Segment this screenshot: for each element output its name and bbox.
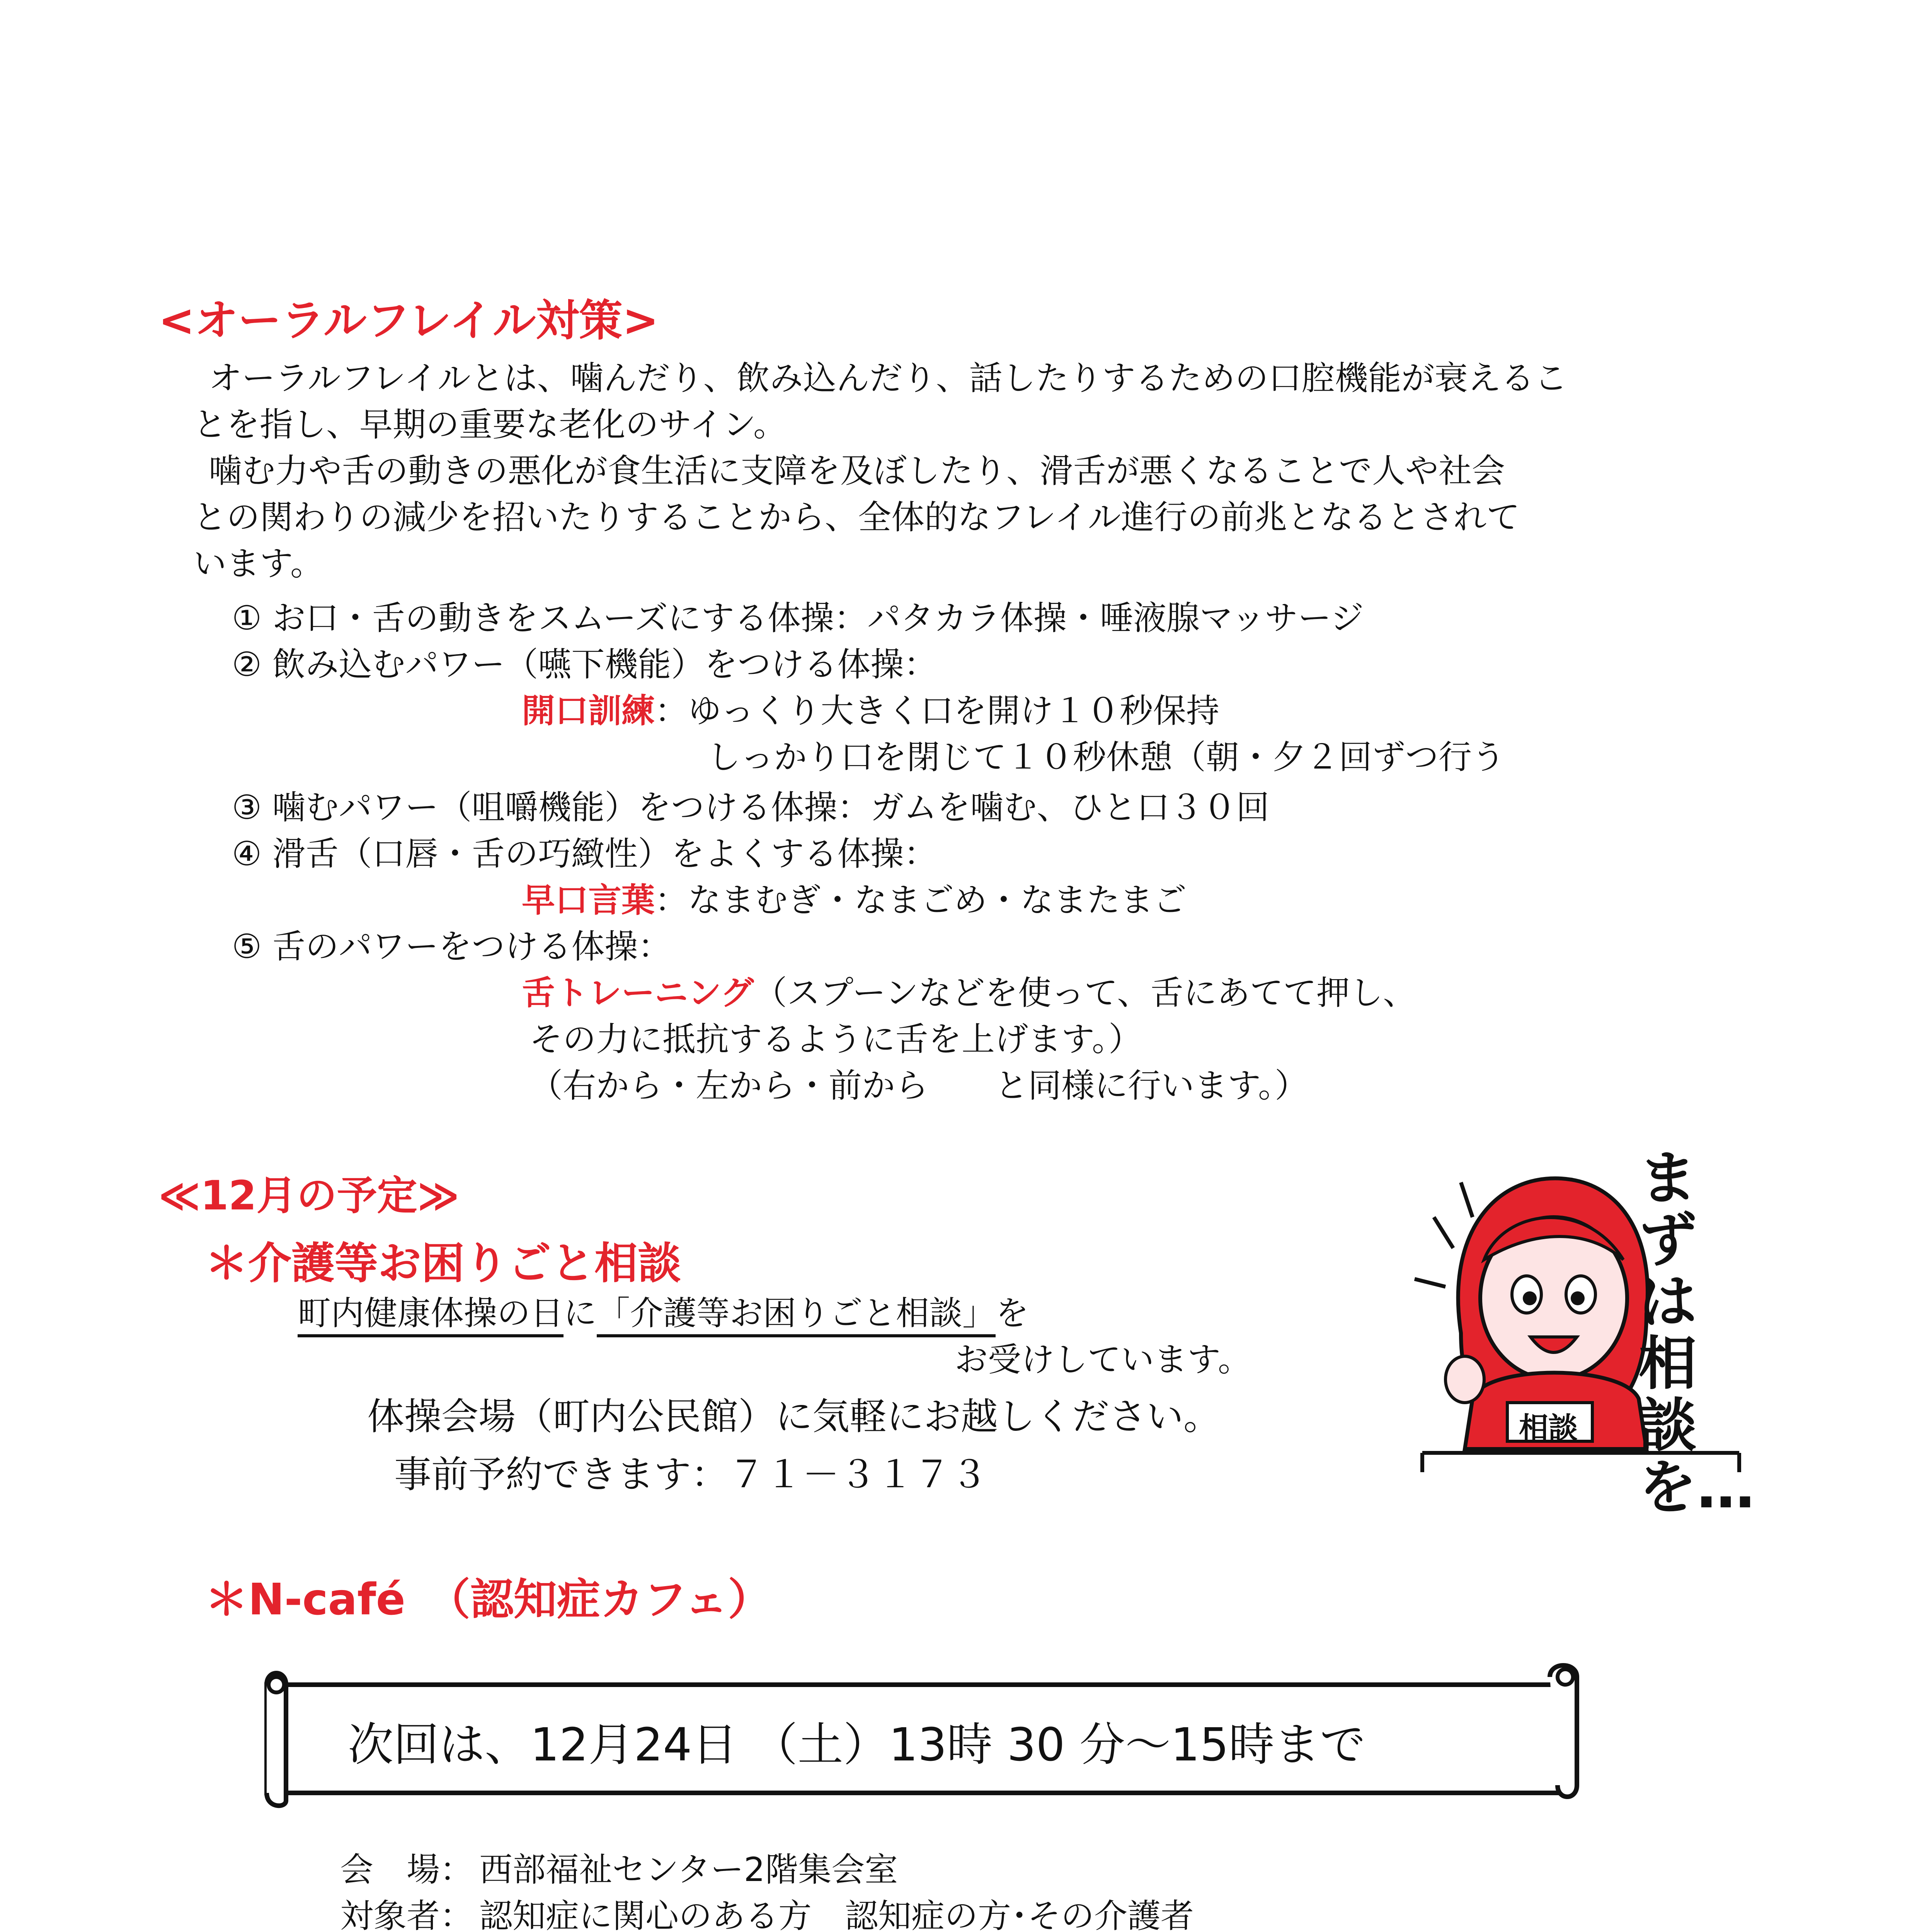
consult-line-1-c: 「介護等お困りごと相談」 bbox=[597, 1294, 996, 1337]
oral-para2-line2: との関わりの減少を招いたりすることから、全体的なフレイル進行の前兆となるとされて bbox=[193, 498, 1520, 537]
oral-item-5-a-text: （スプーンなどを使って、舌にあてて押し、 bbox=[754, 974, 1416, 1012]
illustration-callout: まずは相談を… bbox=[1639, 1145, 1755, 1521]
oral-item-5: ⑤ 舌のパワーをつける体操： bbox=[232, 927, 671, 966]
oral-item-2-detail-b: しっかり口を閉じて１０秒休憩（朝・夕２回ずつ行う bbox=[707, 738, 1505, 777]
oral-item-5-detail-a bbox=[522, 966, 1416, 1014]
oral-item-4-a-text: ：なまむぎ・なまごめ・なまたまご bbox=[655, 881, 1187, 920]
oral-item-2: ② 飲み込むパワー（嚥下機能）をつける体操： bbox=[232, 645, 937, 684]
oral-heading: <オーラルフレイル対策> bbox=[158, 296, 659, 346]
venue-label: 会 場： bbox=[340, 1850, 473, 1889]
oral-para1-line1: オーラルフレイルとは、噛んだり、飲み込んだり、話したりするための口腔機能が衰えるこ bbox=[209, 359, 1568, 398]
ncafe-heading: ＊N-café （認知症カフェ） bbox=[205, 1575, 771, 1625]
oral-item-5-detail-c: （右から・左から・前から と同様に行います。） bbox=[529, 1066, 1308, 1105]
consult-line-1-b: に bbox=[564, 1294, 597, 1333]
oral-item-5-detail-b: その力に抵抗するように舌を上げます。） bbox=[529, 1020, 1142, 1059]
consult-line-1 bbox=[298, 1291, 1029, 1336]
consult-line-3: 体操会場（町内公民館）に気軽にお越しください。 bbox=[367, 1395, 1221, 1438]
oral-item-1: ① お口・舌の動きをスムーズにする体操：パタカラ体操・唾液腺マッサージ bbox=[232, 599, 1364, 638]
oral-item-2-detail-a bbox=[522, 684, 1219, 732]
oral-para1-line2: とを指し、早期の重要な老化のサイン。 bbox=[193, 405, 787, 444]
consult-line-4: 事前予約できます：７１－３１７３ bbox=[394, 1453, 988, 1496]
illustration-badge-text: 相談 bbox=[1519, 1411, 1578, 1445]
oral-item-2-a-text: ：ゆっくり大きく口を開け１０秒保持 bbox=[655, 692, 1220, 730]
venue-value: 西部福祉センター2階集会室 bbox=[479, 1850, 898, 1889]
consult-heading: ＊介護等お困りごと相談 bbox=[205, 1238, 681, 1289]
december-heading: ≪12月の予定≫ bbox=[158, 1172, 460, 1219]
consult-line-1-d: を bbox=[996, 1294, 1029, 1333]
oral-item-2-red: 開口訓練 bbox=[522, 692, 655, 730]
oral-item-4: ④ 滑舌（口唇・舌の巧緻性）をよくする体操： bbox=[232, 835, 937, 873]
target-label: 対象者： bbox=[340, 1897, 473, 1932]
oral-item-5-red: 舌トレーニング bbox=[522, 974, 754, 1012]
oral-para2-line3: います。 bbox=[193, 544, 324, 583]
oral-item-4-detail bbox=[522, 873, 1187, 921]
consult-line-1-a: 町内健康体操の日 bbox=[298, 1294, 564, 1337]
woman-consulting-icon bbox=[1407, 1132, 1755, 1480]
ncafe-banner-text: 次回は、12月24日 （土）13時 30 分～15時まで bbox=[348, 1718, 1366, 1771]
oral-para2-line1: 噛む力や舌の動きの悪化が食生活に支障を及ぼしたり、滑舌が悪くなることで人や社会 bbox=[209, 452, 1505, 490]
consult-line-2: お受けしています。 bbox=[955, 1340, 1251, 1379]
consult-illustration bbox=[1407, 1132, 1755, 1521]
target-value-1: 認知症に関心のある方 認知症の方･その介護者 bbox=[479, 1897, 1194, 1932]
oral-item-4-red: 早口言葉 bbox=[522, 881, 655, 920]
ncafe-banner bbox=[251, 1662, 1596, 1808]
oral-item-3: ③ 噛むパワー（咀嚼機能）をつける体操：ガムを噛む、ひと口３０回 bbox=[232, 788, 1270, 827]
